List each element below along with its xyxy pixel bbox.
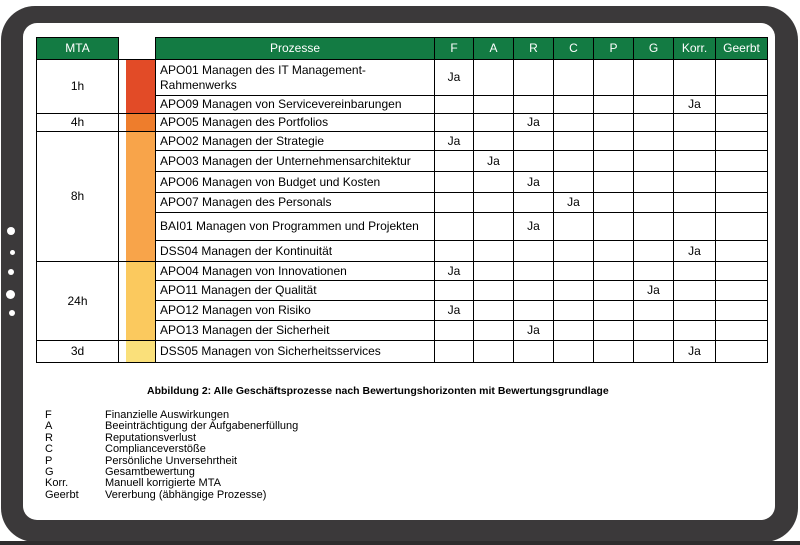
mta-color-cell xyxy=(119,60,156,114)
value-cell-f xyxy=(435,341,474,363)
process-row xyxy=(37,114,768,132)
process-name-cell: BAI01 Managen von Programmen und Projekten xyxy=(156,213,435,241)
col-header-r: R xyxy=(514,38,554,60)
value-cell-a xyxy=(474,213,514,241)
value-cell-p xyxy=(594,96,634,114)
value-cell-r xyxy=(514,341,554,363)
value-cell-c xyxy=(554,241,594,262)
process-name-cell: DSS04 Managen der Kontinuität xyxy=(156,241,435,262)
value-cell-c xyxy=(554,60,594,96)
value-cell-p xyxy=(594,151,634,172)
value-cell-r xyxy=(514,281,554,301)
value-cell-geerbt xyxy=(716,132,768,151)
process-name-cell: APO02 Managen der Strategie xyxy=(156,132,435,151)
value-cell-geerbt xyxy=(716,193,768,213)
mta-group-label: 24h xyxy=(37,262,119,341)
value-cell-geerbt xyxy=(716,151,768,172)
header-row xyxy=(37,38,768,60)
value-cell-korr xyxy=(674,114,716,132)
mta-group-label: 4h xyxy=(37,114,119,132)
value-cell-g xyxy=(634,172,674,193)
value-cell-f xyxy=(435,114,474,132)
col-header-mta: MTA xyxy=(37,38,119,60)
value-cell-g xyxy=(634,262,674,281)
value-cell-korr: Ja xyxy=(674,241,716,262)
value-cell-f xyxy=(435,96,474,114)
value-cell-c: Ja xyxy=(554,193,594,213)
value-cell-r xyxy=(514,96,554,114)
process-name-cell: APO11 Managen der Qualität xyxy=(156,281,435,301)
value-cell-f: Ja xyxy=(435,301,474,321)
value-cell-c xyxy=(554,213,594,241)
legend-desc: Complianceverstöße xyxy=(105,443,206,456)
value-cell-p xyxy=(594,321,634,341)
value-cell-geerbt xyxy=(716,114,768,132)
col-header-c: C xyxy=(554,38,594,60)
value-cell-c xyxy=(554,96,594,114)
mta-color-cell xyxy=(119,132,156,262)
col-header-geerbt: Geerbt xyxy=(716,38,768,60)
value-cell-geerbt xyxy=(716,281,768,301)
value-cell-a xyxy=(474,172,514,193)
value-cell-a xyxy=(474,281,514,301)
process-name-cell: APO04 Managen von Innovationen xyxy=(156,262,435,281)
value-cell-g xyxy=(634,301,674,321)
col-header-p: P xyxy=(594,38,634,60)
value-cell-a xyxy=(474,321,514,341)
value-cell-r xyxy=(514,151,554,172)
process-name-cell: APO09 Managen von Servicevereinbarungen xyxy=(156,96,435,114)
value-cell-a xyxy=(474,262,514,281)
value-cell-p xyxy=(594,341,634,363)
value-cell-geerbt xyxy=(716,341,768,363)
mta-color-strip xyxy=(126,132,155,261)
process-row xyxy=(37,60,768,96)
value-cell-geerbt xyxy=(716,60,768,96)
value-cell-f: Ja xyxy=(435,60,474,96)
value-cell-r xyxy=(514,301,554,321)
value-cell-g xyxy=(634,341,674,363)
value-cell-p xyxy=(594,132,634,151)
value-cell-geerbt xyxy=(716,301,768,321)
value-cell-r xyxy=(514,60,554,96)
col-header-g: G xyxy=(634,38,674,60)
value-cell-geerbt xyxy=(716,96,768,114)
legend-desc: Gesamtbewertung xyxy=(105,466,195,479)
legend-desc: Vererbung (äbhängige Prozesse) xyxy=(105,488,267,501)
value-cell-geerbt xyxy=(716,213,768,241)
legend-key: G xyxy=(45,466,54,479)
value-cell-c xyxy=(554,151,594,172)
value-cell-geerbt xyxy=(716,241,768,262)
frame-dot xyxy=(7,227,15,235)
value-cell-korr xyxy=(674,262,716,281)
process-name-cell: APO13 Managen der Sicherheit xyxy=(156,321,435,341)
mta-group-label: 8h xyxy=(37,132,119,262)
value-cell-f xyxy=(435,213,474,241)
value-cell-geerbt xyxy=(716,172,768,193)
value-cell-korr xyxy=(674,301,716,321)
process-assessment-table xyxy=(36,37,768,363)
value-cell-p xyxy=(594,60,634,96)
col-header-colorstrip-gap xyxy=(119,38,156,60)
legend-key: R xyxy=(45,431,53,444)
device-bottom-edge xyxy=(0,541,800,545)
value-cell-a: Ja xyxy=(474,151,514,172)
legend-key: A xyxy=(45,420,53,433)
process-row xyxy=(37,132,768,151)
process-name-cell: APO07 Managen des Personals xyxy=(156,193,435,213)
value-cell-korr xyxy=(674,151,716,172)
process-name-cell: DSS05 Managen von Sicherheitsservices xyxy=(156,341,435,363)
value-cell-korr xyxy=(674,321,716,341)
legend-desc: Beeinträchtigung der Aufgabenerfüllung xyxy=(105,420,299,433)
value-cell-r xyxy=(514,262,554,281)
legend-key: C xyxy=(45,443,53,456)
mta-color-cell xyxy=(119,114,156,132)
legend-desc: Manuell korrigierte MTA xyxy=(105,477,221,490)
value-cell-g xyxy=(634,213,674,241)
value-cell-p xyxy=(594,172,634,193)
legend-desc: Finanzielle Auswirkungen xyxy=(105,409,230,421)
legend-key: P xyxy=(45,454,53,467)
value-cell-geerbt xyxy=(716,262,768,281)
value-cell-g xyxy=(634,114,674,132)
legend-item xyxy=(45,490,298,501)
process-row xyxy=(37,341,768,363)
legend-key: Geerbt xyxy=(45,488,79,501)
value-cell-g xyxy=(634,96,674,114)
value-cell-c xyxy=(554,132,594,151)
value-cell-a xyxy=(474,301,514,321)
value-cell-p xyxy=(594,213,634,241)
process-name-cell: APO06 Managen von Budget und Kosten xyxy=(156,172,435,193)
value-cell-f xyxy=(435,321,474,341)
value-cell-f xyxy=(435,172,474,193)
process-name-cell: APO05 Managen des Portfolios xyxy=(156,114,435,132)
legend-key: Korr. xyxy=(45,477,69,490)
value-cell-g xyxy=(634,132,674,151)
col-header-a: A xyxy=(474,38,514,60)
mta-color-strip xyxy=(126,341,155,362)
value-cell-f xyxy=(435,241,474,262)
value-cell-p xyxy=(594,281,634,301)
value-cell-korr: Ja xyxy=(674,96,716,114)
value-cell-p xyxy=(594,193,634,213)
value-cell-a xyxy=(474,60,514,96)
value-cell-korr xyxy=(674,193,716,213)
value-cell-f: Ja xyxy=(435,262,474,281)
col-header-prozesse: Prozesse xyxy=(156,38,435,60)
mta-color-cell xyxy=(119,262,156,341)
value-cell-p xyxy=(594,241,634,262)
value-cell-g xyxy=(634,321,674,341)
process-name-cell: APO03 Managen der Unternehmensarchitektur xyxy=(156,151,435,172)
value-cell-a xyxy=(474,241,514,262)
mta-color-cell xyxy=(119,341,156,363)
value-cell-c xyxy=(554,262,594,281)
legend-key: F xyxy=(45,409,52,421)
value-cell-korr: Ja xyxy=(674,341,716,363)
value-cell-c xyxy=(554,321,594,341)
value-cell-g xyxy=(634,151,674,172)
frame-dot xyxy=(6,290,15,299)
value-cell-geerbt xyxy=(716,321,768,341)
mta-color-strip xyxy=(126,262,155,340)
value-cell-r: Ja xyxy=(514,114,554,132)
mta-group-label: 1h xyxy=(37,60,119,114)
value-cell-c xyxy=(554,341,594,363)
value-cell-r xyxy=(514,241,554,262)
process-name-cell: APO12 Managen von Risiko xyxy=(156,301,435,321)
value-cell-a xyxy=(474,114,514,132)
value-cell-p xyxy=(594,262,634,281)
value-cell-c xyxy=(554,301,594,321)
mta-group-label: 3d xyxy=(37,341,119,363)
value-cell-korr xyxy=(674,60,716,96)
value-cell-p xyxy=(594,301,634,321)
value-cell-p xyxy=(594,114,634,132)
process-name-cell: APO01 Managen des IT Management-Rahmenwerks xyxy=(156,60,435,96)
value-cell-f xyxy=(435,281,474,301)
value-cell-r: Ja xyxy=(514,213,554,241)
value-cell-c xyxy=(554,114,594,132)
value-cell-f: Ja xyxy=(435,132,474,151)
mta-color-strip xyxy=(126,60,155,113)
value-cell-a xyxy=(474,341,514,363)
value-cell-a xyxy=(474,193,514,213)
frame-dot xyxy=(10,250,15,255)
value-cell-g xyxy=(634,241,674,262)
value-cell-korr xyxy=(674,213,716,241)
value-cell-korr xyxy=(674,281,716,301)
process-row xyxy=(37,262,768,281)
value-cell-r xyxy=(514,132,554,151)
legend-item xyxy=(45,444,298,455)
value-cell-r: Ja xyxy=(514,172,554,193)
value-cell-r xyxy=(514,193,554,213)
value-cell-f xyxy=(435,193,474,213)
value-cell-a xyxy=(474,132,514,151)
legend-desc: Reputationsverlust xyxy=(105,431,197,444)
value-cell-c xyxy=(554,281,594,301)
value-cell-korr xyxy=(674,132,716,151)
legend xyxy=(45,410,298,501)
value-cell-g xyxy=(634,193,674,213)
figure-caption: Abbildung 2: Alle Geschäftsprozesse nach Bewertungshorizonten mit Bewertungsgrundlage xyxy=(147,385,609,397)
value-cell-a xyxy=(474,96,514,114)
value-cell-g: Ja xyxy=(634,281,674,301)
value-cell-c xyxy=(554,172,594,193)
value-cell-r: Ja xyxy=(514,321,554,341)
value-cell-f xyxy=(435,151,474,172)
value-cell-g xyxy=(634,60,674,96)
mta-color-strip xyxy=(126,114,155,131)
legend-desc: Persönliche Unversehrtheit xyxy=(105,454,238,467)
col-header-korr: Korr. xyxy=(674,38,716,60)
col-header-f: F xyxy=(435,38,474,60)
value-cell-korr xyxy=(674,172,716,193)
